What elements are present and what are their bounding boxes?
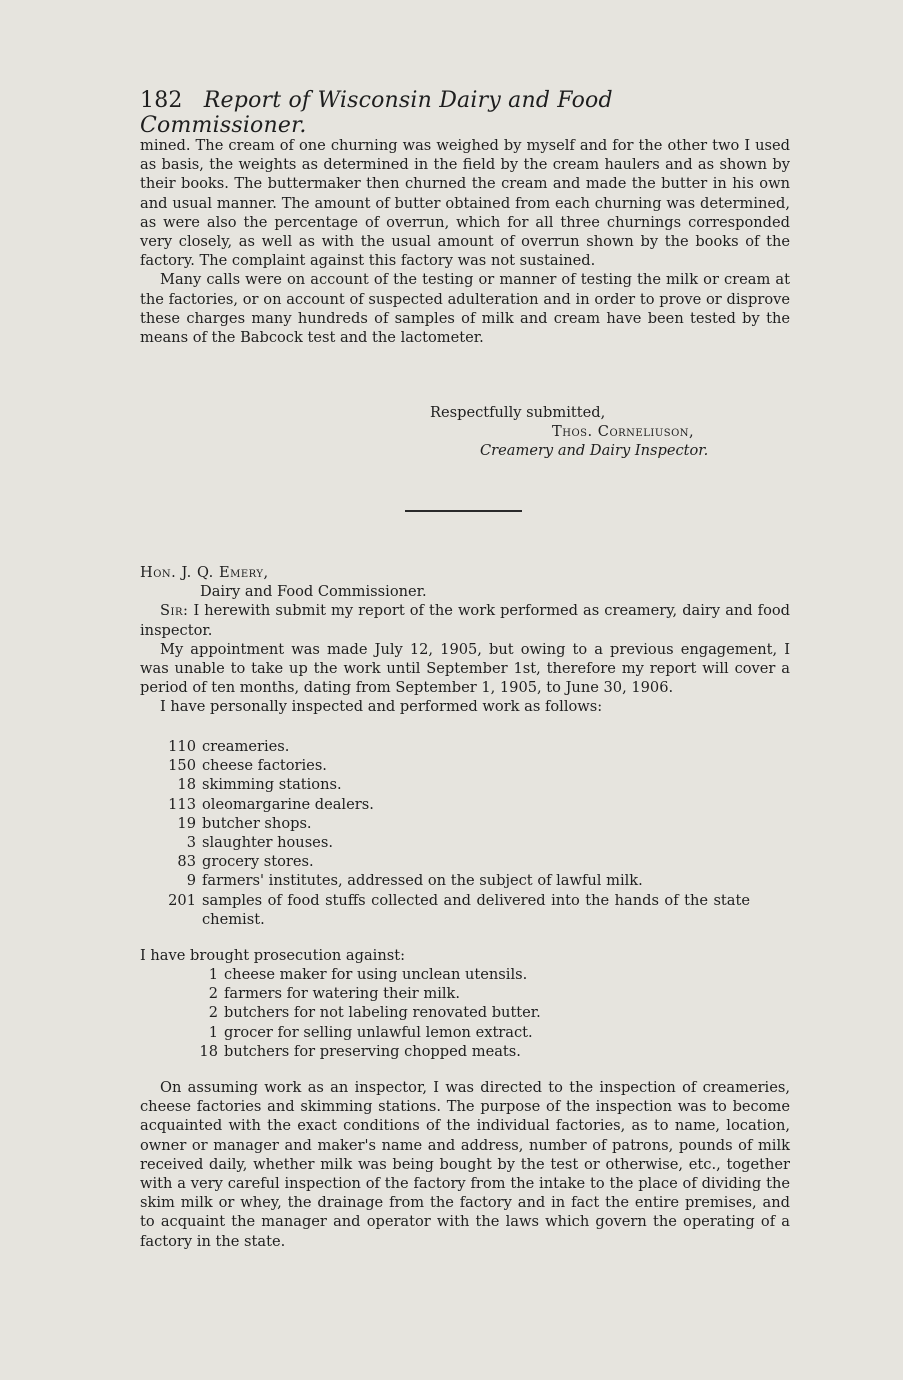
inspection-list [160, 737, 790, 929]
intro-text: I herewith submit my report of the work performed as creamery, dairy and food inspector. [140, 602, 790, 639]
list-item: 2 butchers for not labeling renovated butter. [208, 1004, 541, 1022]
list-item: 110 creameries. [168, 738, 290, 755]
prosecution-list [140, 965, 790, 1061]
addressee-title: Dairy and Food Commissioner. [200, 583, 427, 601]
list-item: 18 skimming stations. [177, 776, 342, 794]
report1-body [140, 136, 790, 347]
section-divider [405, 510, 522, 512]
signer-name: Thos. Corneliuson, [552, 423, 695, 440]
salutation: Sir: [160, 602, 189, 620]
report1-paragraph-2: Many calls were on account of the testing or manner of testing the milk or cream at the factories, or on account of suspected adulteration and in order to prove or disprove these charges many hundreds of samples of milk and cream have been tested by the means of the Babcock test and the lactometer. [140, 271, 790, 347]
list-item: 113 oleomargarine dealers. [168, 795, 374, 813]
list-item: 1 grocer for selling unlawful lemon extract. [208, 1023, 533, 1041]
appointment-paragraph: My appointment was made July 12, 1905, but owing to a previous engagement, I was unable to take up the work until September 1st, therefore my report will cover a period of ten months, dating from September 1, 1905, to June 30, 1906. [140, 640, 790, 697]
list-item: 9 farmers' institutes, addressed on the subject of lawful milk. [186, 872, 643, 890]
list-item: 201 samples of food stuffs collected and delivered into the hands of the state chemist. [168, 891, 750, 928]
prosecution-intro: I have brought prosecution against: [140, 947, 406, 964]
list-item: 18 butchers for preserving chopped meats. [199, 1042, 521, 1060]
page-number: 182 [140, 88, 183, 113]
list-item: 3 slaughter houses. [186, 834, 333, 852]
report2-opening [140, 563, 790, 717]
running-title: Report of Wisconsin Dairy and Food Commissioner. [140, 88, 613, 138]
page-header [140, 88, 780, 138]
closing-paragraph: On assuming work as an inspector, I was directed to the inspection of creameries, cheese factories and skimming stations. The purpose of the inspection was to become acquainted with the exact conditions of the individual factories, as to name, location, owner or manager and maker's name and address, number of patrons, pounds of milk received daily, whether milk was being bought by the test or otherwise, etc., together with a very careful inspection of the factory from the intake to the place of dividing the skim milk or whey, the drainage from the factory and in fact the entire premises, and to acquaint the manager and operator with the laws which govern the operating of a factory in the state. [140, 1079, 790, 1250]
list-item: 19 butcher shops. [177, 814, 312, 832]
closing-salutation: Respectfully submitted, [430, 404, 606, 421]
list-item: 2 farmers for watering their milk. [208, 985, 461, 1003]
signer-title: Creamery and Dairy Inspector. [480, 442, 709, 459]
inspected-intro: I have personally inspected and performed work as follows: [160, 698, 603, 716]
list-item: 83 grocery stores. [177, 853, 314, 871]
addressee: Hon. J. Q. Emery, [140, 564, 269, 581]
list-item: 1 cheese maker for using unclean utensils. [208, 966, 528, 983]
report1-paragraph-1: mined. The cream of one churning was weighed by myself and for the other two I used as basis, the weights as determined in the field by the cream haulers and as shown by their books. The buttermaker then churned the cream and made the butter in his own and usual manner. The amount of butter obtained from each churning was determined, as were also the percentage of overrun, which for all three churnings corresponded very closely, as well as with the usual amount of overrun shown by the books of the factory. The complaint against this factory was not sustained. [140, 137, 790, 270]
list-item: 150 cheese factories. [168, 757, 327, 775]
